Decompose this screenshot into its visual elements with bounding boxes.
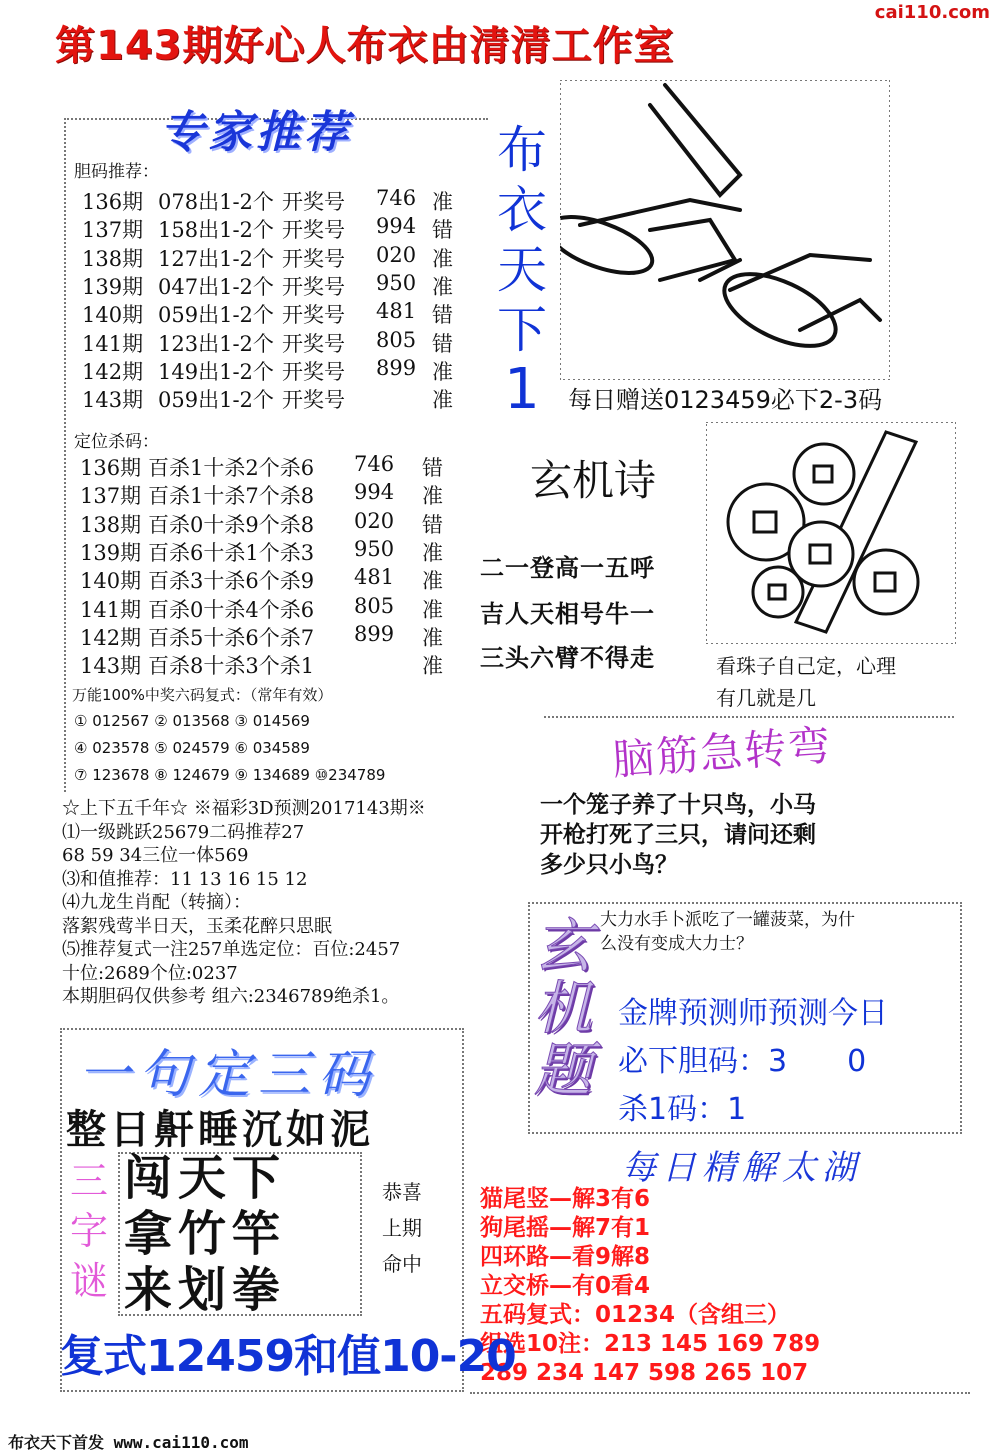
expert-title: 专家推荐 — [160, 107, 352, 158]
dan-code: 123出1-2个 — [158, 331, 274, 356]
dan-res: 错 — [432, 331, 453, 356]
sanzi-line: 闯天下 — [124, 1150, 287, 1206]
beads-note — [716, 650, 896, 714]
dan-issue: 137期 — [82, 218, 144, 243]
dan-res: 错 — [432, 303, 453, 328]
yiju-phrase: 整日鼾睡沉如泥 — [66, 1107, 374, 1153]
congrats-line: 上期 — [382, 1216, 422, 1240]
pos-issue: 140期 — [80, 569, 142, 594]
dan-num: 994 — [376, 214, 417, 239]
pos-code: 百杀5十杀6个杀7 — [148, 625, 315, 650]
sanzi-line: 拿竹竿 — [124, 1206, 287, 1262]
dan-code: 149出1-2个 — [158, 359, 274, 384]
dan-code: 047出1-2个 — [158, 274, 274, 299]
xuanji-char: 机 — [534, 974, 593, 1042]
poem-line: 二一登高一五呼 — [480, 554, 655, 582]
dan-num: 950 — [376, 270, 417, 295]
buyi-char: 衣 — [497, 181, 547, 239]
dan-issue: 142期 — [82, 359, 144, 384]
six-code-row: ④ 023578 ⑤ 024579 ⑥ 034589 — [74, 739, 310, 757]
buyi-char: 天 — [497, 241, 547, 299]
brain-title: 脑筋急转弯 — [610, 720, 834, 785]
dan-issue: 143期 — [82, 388, 144, 413]
xuanji-char: 题 — [534, 1036, 593, 1104]
history-line: ⑴一级跳跃25679二码推荐27 — [62, 821, 305, 843]
sanzi-char: 字 — [69, 1209, 108, 1253]
beads-note-line: 有几就是几 — [716, 686, 816, 710]
congrats — [382, 1174, 422, 1282]
pos-num: 020 — [354, 508, 395, 533]
pos-issue: 136期 — [80, 456, 142, 480]
sanzi-char: 三 — [69, 1159, 108, 1203]
pos-issue: 142期 — [80, 625, 142, 650]
pos-num: 805 — [354, 593, 395, 618]
pos-issue: 137期 — [80, 484, 142, 509]
pos-issue: 143期 — [80, 654, 142, 679]
pos-label: 定位杀码： — [74, 432, 159, 452]
pos-res: 准 — [422, 484, 443, 509]
buyi-vertical-title — [492, 120, 552, 420]
pos-res: 错 — [422, 512, 443, 537]
sanzi-label — [66, 1156, 112, 1306]
fushi-line: 复式12459和值10-20 — [60, 1331, 516, 1382]
dan-code: 059出1-2个 — [158, 303, 274, 328]
congrats-line: 恭喜 — [382, 1180, 422, 1204]
daily-gift: 每日赠送0123459必下2-3码 — [568, 386, 883, 414]
pos-code: 百杀0十杀4个杀6 — [148, 597, 315, 622]
history-line: ⑶和值推荐：11 13 16 15 12 — [62, 868, 308, 890]
history-line: 68 59 34三位一体569 — [62, 845, 249, 866]
beads-note-line: 看珠子自己定，心理 — [716, 654, 896, 678]
six-code-row: ① 012567 ② 013568 ③ 014569 — [74, 712, 310, 730]
footer-divider — [470, 1392, 970, 1394]
poem-title: 玄机诗 — [530, 456, 657, 505]
dan-label: 胆码推荐： — [74, 162, 159, 182]
dan-res: 准 — [432, 359, 453, 384]
dan-issue: 139期 — [82, 274, 144, 299]
taihu-line: 289 234 147 598 265 107 — [480, 1360, 809, 1386]
beads-illustration — [706, 422, 956, 644]
dan-res: 准 — [432, 274, 453, 299]
pos-code: 百杀1十杀2个杀6 — [148, 456, 315, 480]
taihu-block — [480, 1185, 820, 1388]
dan-kj: 开奖号 — [282, 331, 345, 356]
dan-res: 准 — [432, 388, 453, 413]
riddle-line: 一个笼子养了十只鸟，小马 — [540, 792, 816, 818]
yiju-title: 一句定三码 — [78, 1045, 379, 1105]
pos-code: 百杀8十杀3个杀1 — [148, 654, 315, 679]
sanzi-lines — [124, 1150, 286, 1318]
pos-issue: 141期 — [80, 597, 142, 622]
pos-code: 百杀6十杀1个杀3 — [148, 540, 315, 565]
taihu-line: 四环路—看9解8 — [480, 1244, 651, 1270]
dan-num: 746 — [376, 186, 417, 210]
dan-kj: 开奖号 — [282, 303, 345, 328]
dan-issue: 138期 — [82, 246, 144, 271]
dan-kj: 开奖号 — [282, 359, 345, 384]
gold-line: 金牌预测师预测今日 — [618, 996, 888, 1031]
taihu-line: 组选10注：213 145 169 789 — [480, 1331, 821, 1357]
pos-res: 错 — [422, 456, 443, 480]
pos-code: 百杀1十杀7个杀8 — [148, 484, 315, 509]
xuanji-char: 玄 — [534, 912, 593, 980]
history-line: 本期胆码仅供参考 组六:2346789绝杀1。 — [62, 986, 400, 1007]
dan-issue: 136期 — [82, 190, 144, 214]
riddle-line: 多少只小鸟？ — [540, 852, 678, 878]
history-line: 落絮残莺半日天，玉柔花醉只思眠 — [62, 915, 332, 937]
dan-res: 错 — [432, 218, 453, 243]
pos-issue: 139期 — [80, 540, 142, 565]
dan-issue: 141期 — [82, 331, 144, 356]
pos-res: 准 — [422, 654, 443, 679]
brain-riddle — [540, 790, 816, 880]
dan-res: 准 — [432, 190, 453, 214]
dan-kj: 开奖号 — [282, 388, 345, 413]
dan-num: 020 — [376, 242, 417, 267]
dan-code: 059出1-2个 — [158, 388, 274, 413]
pos-res: 准 — [422, 540, 443, 565]
history-block — [62, 797, 426, 1009]
history-line: ☆上下五千年☆ ※福彩3D预测2017143期※ — [62, 798, 426, 819]
pos-num: 950 — [354, 536, 395, 561]
dan-code: 158出1-2个 — [158, 218, 274, 243]
gold-line: 杀1码：1 — [618, 1092, 747, 1127]
dan-kj: 开奖号 — [282, 190, 345, 214]
pos-code: 百杀0十杀9个杀8 — [148, 512, 315, 537]
dan-kj: 开奖号 — [282, 274, 345, 299]
pos-num: 746 — [354, 452, 395, 476]
page-title: 第143期好心人布衣由清清工作室 — [55, 23, 675, 69]
dan-num: 805 — [376, 327, 417, 352]
history-line: ⑸推荐复式一注257单选定位：百位:2457 — [62, 939, 401, 960]
poem-line: 三头六臂不得走 — [480, 644, 655, 672]
xuanji-vertical-title — [534, 912, 593, 1104]
gold-line: 必下胆码：3 0 — [618, 1044, 867, 1079]
taihu-line: 五码复式：01234（含组三） — [480, 1302, 791, 1328]
pos-res: 准 — [422, 625, 443, 650]
poem-line: 吉人天相号牛一 — [480, 600, 655, 628]
dan-kj: 开奖号 — [282, 218, 345, 243]
pos-code: 百杀3十杀6个杀9 — [148, 569, 315, 594]
buyi-char: 布 — [497, 121, 547, 179]
question-line: 大力水手卜派吃了一罐菠菜，为什 — [600, 910, 855, 930]
pos-num: 481 — [354, 565, 395, 590]
history-line: 十位:2689个位:0237 — [62, 962, 238, 984]
taihu-line: 立交桥—有0看4 — [480, 1273, 651, 1299]
buyi-char: 下 — [497, 301, 547, 359]
pos-num: 899 — [354, 621, 395, 646]
congrats-line: 命中 — [382, 1252, 422, 1276]
pos-num: 994 — [354, 480, 395, 505]
dan-code: 127出1-2个 — [158, 246, 274, 271]
sanzi-line: 来划拳 — [124, 1262, 287, 1318]
bamboo-illustration — [560, 80, 890, 380]
pos-issue: 138期 — [80, 512, 142, 537]
taihu-line: 猫尾竖—解3有6 — [480, 1186, 651, 1212]
dan-num: 899 — [376, 355, 417, 380]
buyi-char: 1 — [504, 357, 540, 422]
taihu-line: 狗尾摇—解7有1 — [480, 1215, 651, 1241]
dan-issue: 140期 — [82, 303, 144, 328]
history-line: ⑷九龙生肖配（转摘）： — [62, 892, 251, 913]
sanzi-char: 谜 — [69, 1259, 108, 1303]
question-line: 么没有变成大力士？ — [600, 934, 753, 954]
xuanji-question — [600, 908, 855, 956]
dan-kj: 开奖号 — [282, 246, 345, 271]
six-code-row: ⑦ 123678 ⑧ 124679 ⑨ 134689 ⑩234789 — [74, 766, 386, 784]
pos-res: 准 — [422, 597, 443, 622]
riddle-line: 开枪打死了三只，请问还剩 — [540, 822, 816, 848]
dan-num: 481 — [376, 299, 417, 324]
taihu-title: 每日精解太湖 — [622, 1148, 862, 1188]
dan-code: 078出1-2个 — [158, 190, 274, 214]
pos-res: 准 — [422, 569, 443, 594]
dan-res: 准 — [432, 246, 453, 271]
site-url: cai110.com — [874, 2, 990, 23]
footer: 布衣天下首发 www.cai110.com — [8, 1433, 249, 1452]
six-code-label: 万能100%中奖六码复式：（常年有效） — [72, 686, 333, 704]
